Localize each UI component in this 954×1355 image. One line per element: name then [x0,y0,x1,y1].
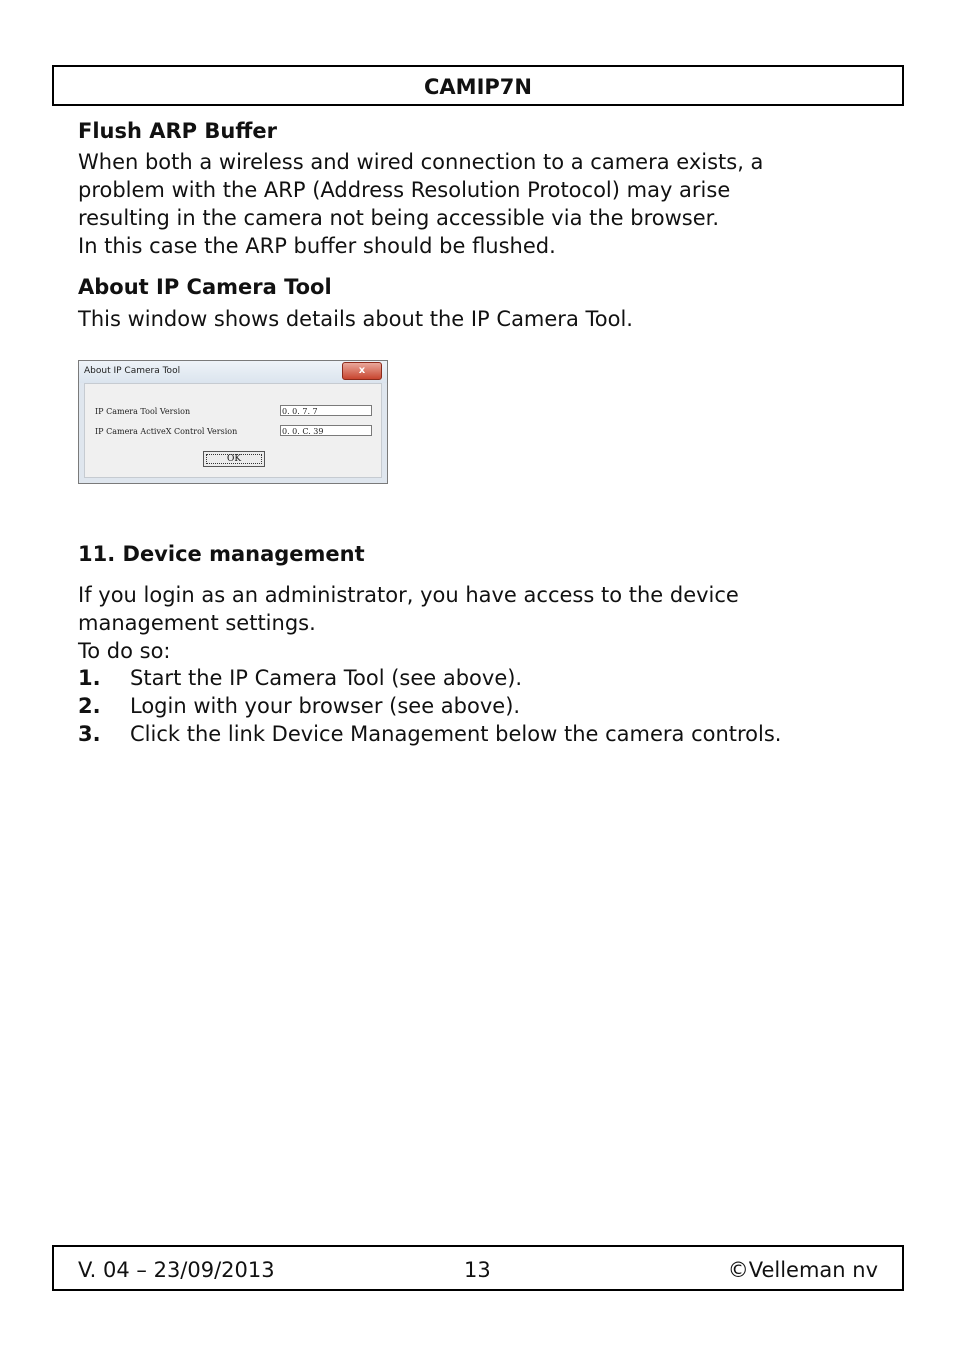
version-date: V. 04 – 23/09/2013 [78,1258,275,1282]
flush-arp-heading: Flush ARP Buffer [78,119,277,143]
step-number: 3. [78,722,101,746]
activex-version-label: IP Camera ActiveX Control Version [95,427,238,436]
step-number: 2. [78,694,101,718]
page-header [52,65,904,106]
step-text: Start the IP Camera Tool (see above). [130,666,523,690]
dialog-title: About IP Camera Tool [84,366,181,376]
flush-arp-line: When both a wireless and wired connection to a camera exists, a [78,150,764,174]
flush-arp-text [78,148,898,260]
flush-arp-line: problem with the ARP (Address Resolution Protocol) may arise [78,178,731,202]
step-text: Login with your browser (see above). [130,694,521,718]
device-management-line: If you login as an administrator, you have access to the device [78,583,739,607]
step-number: 1. [78,666,101,690]
device-management-heading: 11. Device management [78,542,365,566]
flush-arp-line: resulting in the camera not being accessible via the browser. [78,206,720,230]
device-management-line: To do so: [78,639,171,663]
tool-version-field: 0. 0. 7. 7 [280,405,372,416]
page-footer [52,1245,904,1291]
tool-version-label: IP Camera Tool Version [95,407,191,416]
about-tool-heading: About IP Camera Tool [78,275,332,299]
device-management-text [78,581,898,665]
about-dialog-screenshot [78,360,388,484]
flush-arp-line: In this case the ARP buffer should be flushed. [78,234,556,258]
close-icon[interactable]: x [342,362,382,380]
about-tool-text: This window shows details about the IP Camera Tool. [78,307,633,331]
dialog-body [84,383,382,478]
step-text: Click the link Device Management below the camera controls. [130,722,782,746]
device-management-line: management settings. [78,611,316,635]
copyright: ©Velleman nv [727,1258,878,1282]
ok-button[interactable]: OK [203,451,265,467]
model-name: CAMIP7N [424,75,532,99]
page-number: 13 [464,1258,491,1282]
dialog-titlebar [79,361,387,383]
activex-version-field: 0. 0. C. 39 [280,425,372,436]
